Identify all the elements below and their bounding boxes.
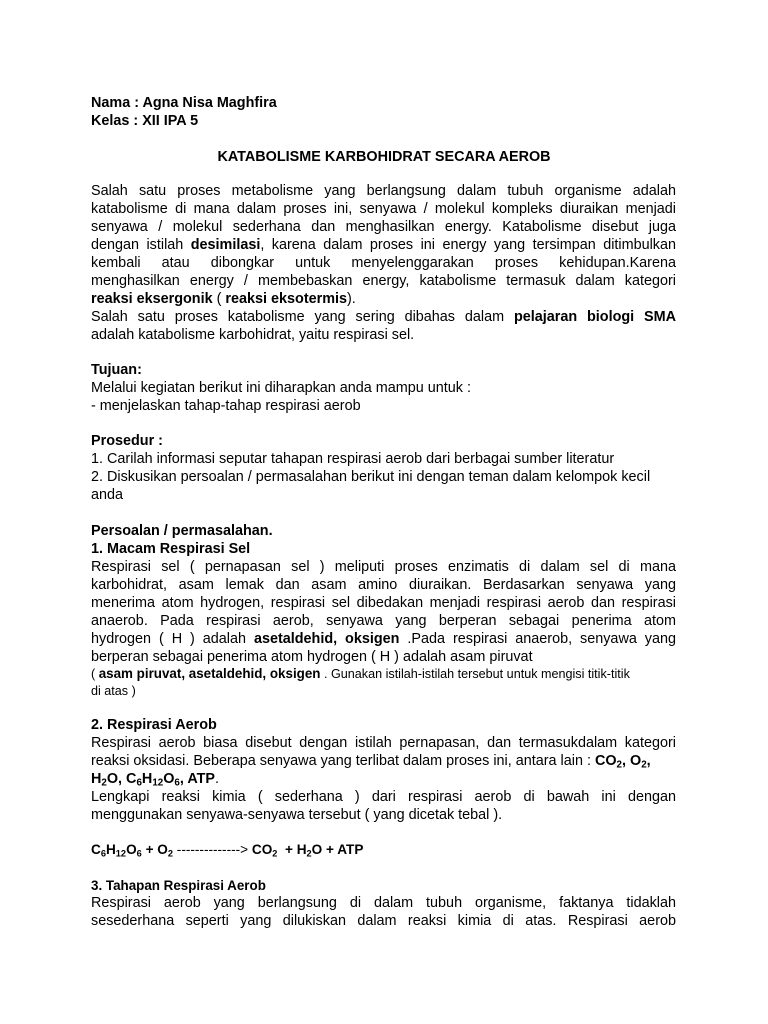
text: O — [311, 842, 323, 857]
intro-line: menghasilkan energy / membebaskan energy, katabolisme termasuk dalam kategori — [91, 273, 676, 289]
text: O — [126, 842, 137, 857]
text: ). — [347, 291, 356, 307]
text: , — [646, 753, 651, 769]
subscript: 2 — [272, 848, 278, 859]
tahapan-line: Respirasi aerob yang berlangsung di dalam tubuh organisme, faktanya tidaklah — [91, 895, 676, 911]
aerob-line: Lengkapi reaksi kimia ( sederhana ) dari respirasi aerob di bawah ini dengan — [91, 789, 676, 805]
text: . Gunakan istilah-istilah tersebut untuk mengisi titik-titik — [320, 667, 630, 681]
text: CO — [251, 842, 273, 857]
persoalan-line: menerima atom hydrogen, respirasi sel dibedakan menjadi respirasi aerob dan respirasi — [91, 595, 676, 611]
text: O — [157, 842, 168, 857]
term-reaksi-eksotermis: reaksi eksotermis — [225, 291, 348, 307]
text: H — [105, 842, 116, 857]
respirasi-aerob-heading: 2. Respirasi Aerob — [91, 717, 217, 733]
text: + — [141, 842, 158, 857]
subscript: 12 — [115, 848, 127, 859]
subscript: 6 — [136, 848, 142, 859]
aerob-line: menggunakan senyawa-senyawa tersebut ( yang dicetak tebal ). — [91, 807, 503, 823]
text: reaksi oksidasi. Beberapa senyawa yang terlibat dalam proses ini, antara lain : — [91, 753, 595, 769]
subscript: 2 — [616, 759, 622, 771]
persoalan-heading: Persoalan / permasalahan. — [91, 523, 273, 539]
text: H — [296, 842, 307, 857]
text: H — [141, 771, 153, 787]
subscript: 6 — [174, 777, 180, 789]
persoalan-line: berperan sebagai penerima atom hydrogen ( H ) adalah asam piruvat — [91, 649, 533, 665]
text: , O — [622, 753, 642, 769]
text: CO — [594, 753, 617, 769]
persoalan-line: Respirasi sel ( pernapasan sel ) meliputi proses enzimatis di dalam sel di mana — [91, 559, 676, 575]
text: , karena dalam proses ini energy yang tersimpan ditimbulkan — [260, 237, 677, 253]
prosedur-heading: Prosedur : — [91, 433, 163, 449]
text: ( — [212, 291, 226, 307]
subscript: 2 — [641, 759, 647, 771]
intro-line — [91, 308, 676, 326]
intro-line — [91, 290, 356, 308]
text: O — [163, 771, 175, 787]
term-list: asam piruvat, asetaldehid, oksigen — [98, 666, 321, 681]
intro-line: senyawa / molekul sederhana dan menghasilkan energy. Katabolisme disebut juga — [91, 219, 676, 235]
compound-list — [91, 770, 219, 788]
persoalan-line: karbohidrat, asam lemak dan asam amino diuraikan. Berdasarkan senyawa yang — [91, 577, 676, 593]
subscript: 6 — [100, 848, 106, 859]
prosedur-step: 2. Diskusikan persoalan / permasalahan berikut ini dengan teman dalam kelompok kecil — [91, 469, 651, 485]
student-name: Nama : Agna Nisa Maghfira — [91, 95, 277, 111]
term-reaksi-eksergonik: reaksi eksergonik — [91, 291, 213, 307]
intro-line — [91, 236, 676, 254]
macam-respirasi-heading: 1. Macam Respirasi Sel — [91, 541, 251, 557]
aerob-line — [91, 752, 676, 770]
reaction-arrow: --------------> — [173, 842, 252, 857]
intro-line: adalah katabolisme karbohidrat, yaitu respirasi sel. — [91, 327, 415, 343]
subscript: 6 — [136, 777, 142, 789]
compound-co2 — [595, 753, 651, 769]
persoalan-line — [91, 630, 676, 648]
text: ( — [91, 667, 99, 681]
text: H — [91, 771, 102, 787]
tujuan-line: Melalui kegiatan berikut ini diharapkan anda mampu untuk : — [91, 380, 471, 396]
text: hydrogen ( H ) adalah — [91, 631, 254, 647]
subscript: 2 — [101, 777, 107, 789]
prosedur-step: 1. Carilah informasi seputar tahapan respirasi aerob dari berbagai sumber literatur — [91, 451, 615, 467]
intro-line: kembali atau dibongkar untuk menyelenggarakan proses kehidupan.Karena — [91, 255, 676, 271]
tahapan-line: sesederhana seperti yang dilukiskan dalam reaksi kimia di atas. Respirasi aerob — [91, 913, 676, 929]
tujuan-heading: Tujuan: — [91, 362, 142, 378]
student-class: Kelas : XII IPA 5 — [91, 113, 199, 129]
persoalan-note — [91, 665, 630, 683]
persoalan-note: di atas ) — [91, 684, 136, 698]
subscript: 2 — [306, 848, 312, 859]
term-pelajaran-biologi: pelajaran biologi SMA — [513, 309, 676, 325]
text: + — [322, 842, 338, 857]
intro-line: katabolisme di mana dalam proses ini, senyawa / molekul kompleks diuraikan menjadi — [91, 201, 676, 217]
text: dengan istilah — [91, 237, 191, 253]
intro-line: Salah satu proses metabolisme yang berlangsung dalam tubuh organisme adalah — [91, 183, 676, 199]
reaction-equation — [91, 841, 363, 859]
aerob-line: Respirasi aerob biasa disebut dengan istilah pernapasan, dan termasukdalam kategori — [91, 735, 676, 751]
document-title: KATABOLISME KARBOHIDRAT SECARA AEROB — [217, 149, 551, 165]
tujuan-line: - menjelaskan tahap-tahap respirasi aerob — [91, 398, 361, 414]
text: O, C — [106, 771, 137, 787]
term-desimilasi: desimilasi — [190, 237, 261, 253]
subscript: 12 — [152, 777, 164, 789]
tahapan-heading: 3. Tahapan Respirasi Aerob — [91, 878, 266, 893]
persoalan-line: anaerob. Pada respirasi aerob, senyawa yang berperan sebagai penerima atom — [91, 613, 676, 629]
subscript: 2 — [167, 848, 174, 859]
term-asetaldehid-oksigen: asetaldehid, oksigen — [253, 631, 400, 647]
text: ATP — [337, 842, 364, 857]
text: .Pada respirasi anaerob, senyawa yang — [399, 631, 676, 647]
text: Salah satu proses katabolisme yang sering dibahas dalam — [91, 309, 514, 325]
prosedur-step: anda — [91, 487, 124, 503]
text: . — [215, 771, 220, 787]
text: , ATP — [179, 771, 216, 787]
text: C — [91, 842, 101, 857]
text: + — [277, 842, 297, 857]
